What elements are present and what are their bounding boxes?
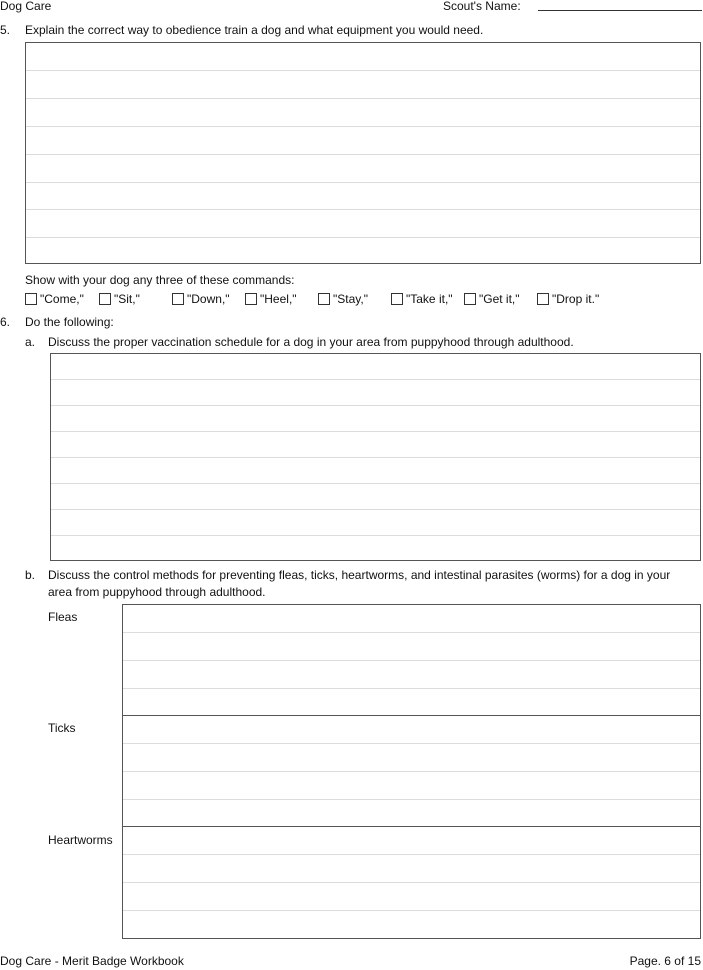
commands-intro: Show with your dog any three of these commands: (25, 273, 295, 287)
command-take-it[interactable]: "Take it," (391, 292, 453, 306)
checkbox[interactable] (172, 293, 184, 305)
row-label-ticks: Ticks (48, 721, 76, 735)
q6a-letter: a. (25, 335, 36, 349)
command-get-it[interactable]: "Get it," (464, 292, 520, 306)
command-heel[interactable]: "Heel," (245, 292, 297, 306)
checkbox[interactable] (537, 293, 549, 305)
command-sit[interactable]: "Sit," (99, 292, 140, 306)
q6b-text-line2: area from puppyhood through adulthood. (48, 585, 266, 599)
scout-name-field[interactable] (538, 10, 702, 11)
checkbox[interactable] (464, 293, 476, 305)
q6a-text: Discuss the proper vaccination schedule for a dog in your area from puppyhood through adulthood. (48, 335, 574, 349)
command-come[interactable]: "Come," (25, 292, 84, 306)
footer-title: Dog Care - Merit Badge Workbook (0, 954, 184, 968)
header-title: Dog Care (0, 0, 52, 13)
row-label-heartworms: Heartworms (48, 833, 113, 847)
ticks-answer-box[interactable] (122, 715, 701, 828)
q6b-letter: b. (25, 568, 36, 582)
q6b-text-line1: Discuss the control methods for preventing fleas, ticks, heartworms, and intestinal parasites (worms) for a dog in your (48, 568, 671, 582)
fleas-answer-box[interactable] (122, 604, 701, 717)
command-stay[interactable]: "Stay," (318, 292, 368, 306)
checkbox[interactable] (25, 293, 37, 305)
row-label-fleas: Fleas (48, 610, 78, 624)
scout-name-label: Scout's Name: (443, 0, 521, 13)
q5-number: 5. (0, 23, 11, 37)
q6a-answer-box[interactable] (50, 353, 701, 561)
q6-text: Do the following: (25, 315, 114, 329)
checkbox[interactable] (391, 293, 403, 305)
q6-number: 6. (0, 315, 11, 329)
q5-text: Explain the correct way to obedience train a dog and what equipment you would need. (25, 23, 484, 37)
checkbox[interactable] (99, 293, 111, 305)
q5-answer-box[interactable] (25, 42, 701, 264)
page-number: Page. 6 of 15 (629, 954, 701, 968)
checkbox[interactable] (318, 293, 330, 305)
command-drop-it[interactable]: "Drop it." (537, 292, 599, 306)
checkbox[interactable] (245, 293, 257, 305)
heartworms-answer-box[interactable] (122, 826, 701, 939)
command-down[interactable]: "Down," (172, 292, 230, 306)
